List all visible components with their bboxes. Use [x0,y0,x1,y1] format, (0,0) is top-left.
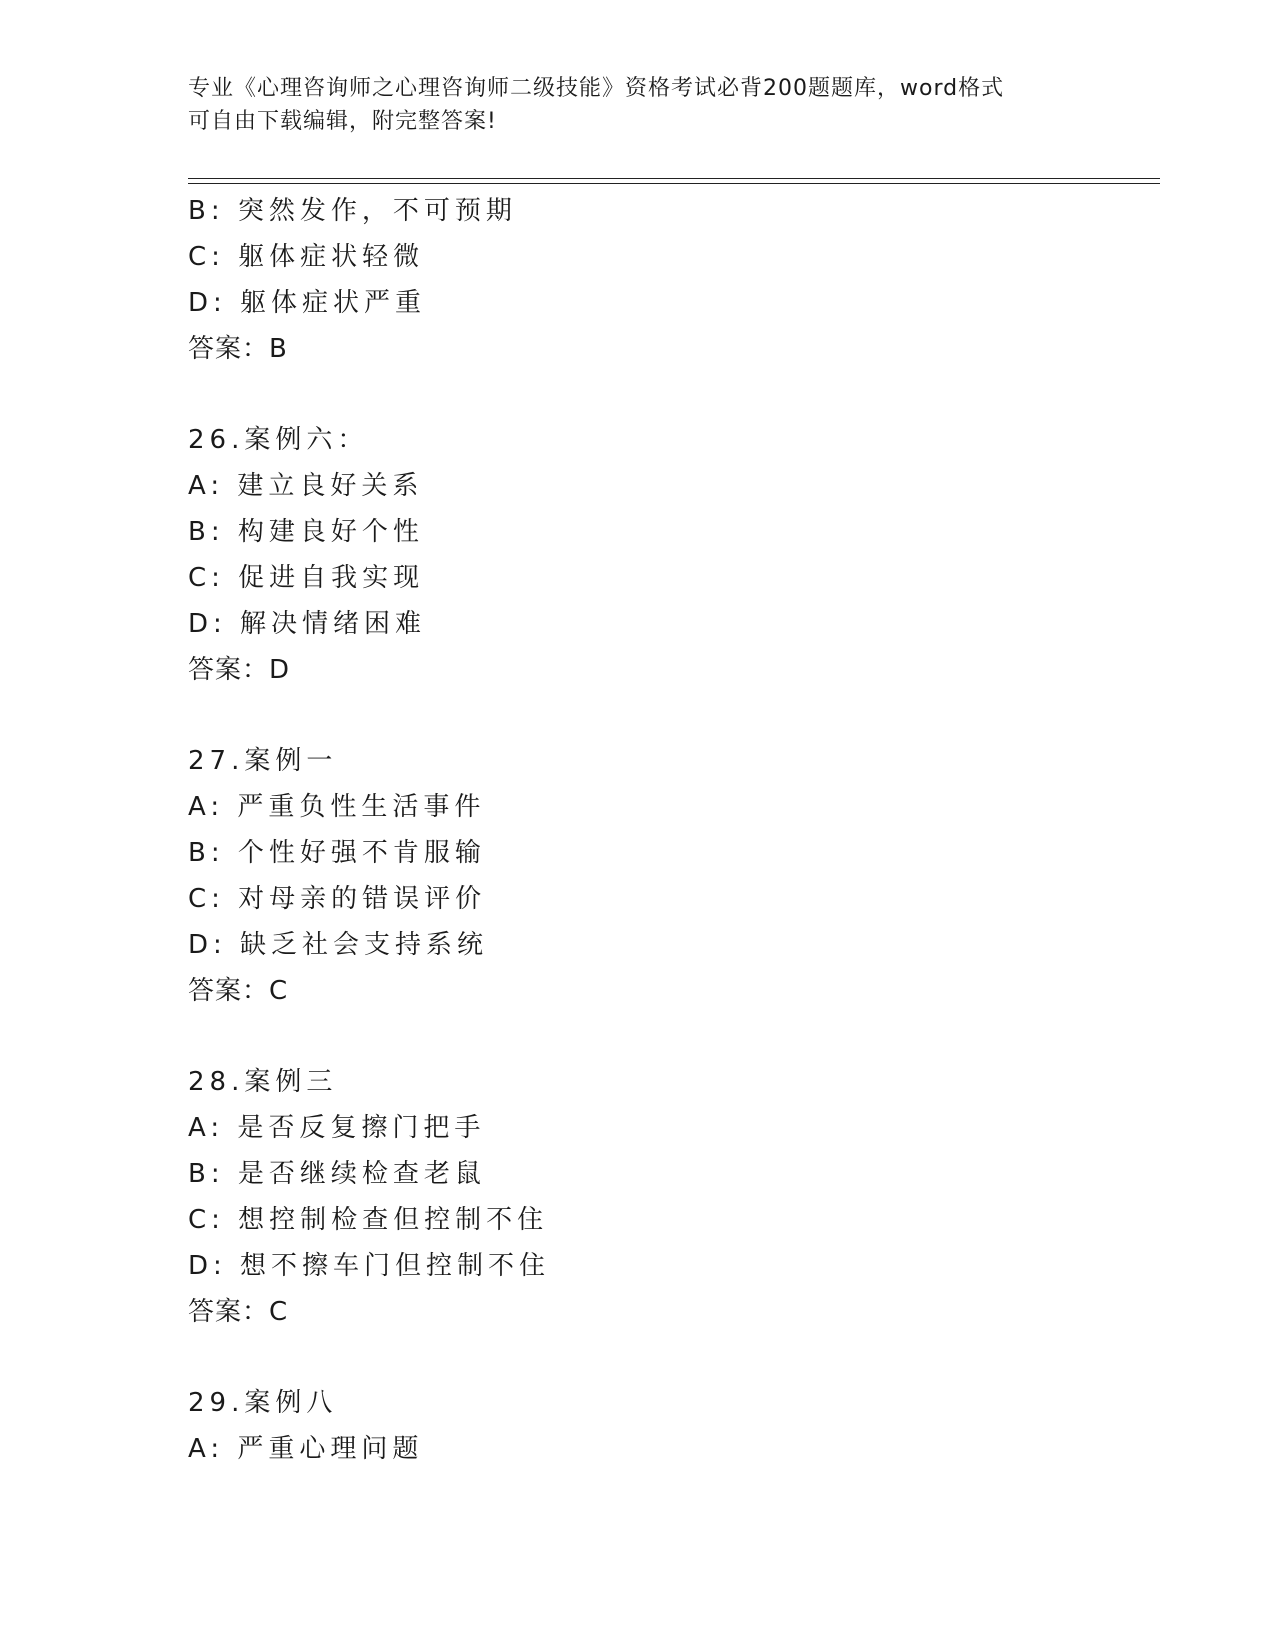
option-c: C: 对母亲的错误评价 [188,884,487,914]
question-block-25 [188,188,1160,372]
question-block-29 [188,1380,1160,1472]
question-block-27 [188,738,1160,1014]
header-line-2: 可自由下载编辑，附完整答案! [188,109,497,134]
option-d: D: 躯体症状严重 [188,288,427,318]
option-c: C: 想控制检查但控制不住 [188,1205,549,1235]
option-c: C: 躯体症状轻微 [188,242,425,272]
option-b: B: 个性好强不肯服输 [188,838,486,868]
question-title: 26.案例六： [188,425,369,455]
question-block-26 [188,417,1160,693]
document-header [188,72,1088,138]
question-title: 29.案例八 [188,1388,338,1418]
option-b: B: 突然发作，不可预期 [188,196,517,226]
answer-line: 答案：D [188,655,291,685]
header-line-1: 专业《心理咨询师之心理咨询师二级技能》资格考试必背200题题库，word格式 [188,76,1005,101]
option-a: A: 建立良好关系 [188,471,424,501]
answer-line: 答案：C [188,976,289,1006]
question-title: 28.案例三 [188,1067,338,1097]
question-list [188,188,1160,1472]
option-a: A: 是否反复擦门把手 [188,1113,486,1143]
option-d: D: 解决情绪困难 [188,609,427,639]
option-a: A: 严重负性生活事件 [188,792,486,822]
option-a: A: 严重心理问题 [188,1434,424,1464]
header-divider-bottom [188,183,1160,184]
option-c: C: 促进自我实现 [188,563,425,593]
option-b: B: 构建良好个性 [188,517,424,547]
option-d: D: 想不擦车门但控制不住 [188,1251,551,1281]
option-d: D: 缺乏社会支持系统 [188,930,489,960]
header-divider-top [188,178,1160,179]
option-b: B: 是否继续检查老鼠 [188,1159,486,1189]
answer-line: 答案：C [188,1297,289,1327]
answer-line: 答案：B [188,334,288,364]
question-block-28 [188,1059,1160,1335]
question-title: 27.案例一 [188,746,338,776]
